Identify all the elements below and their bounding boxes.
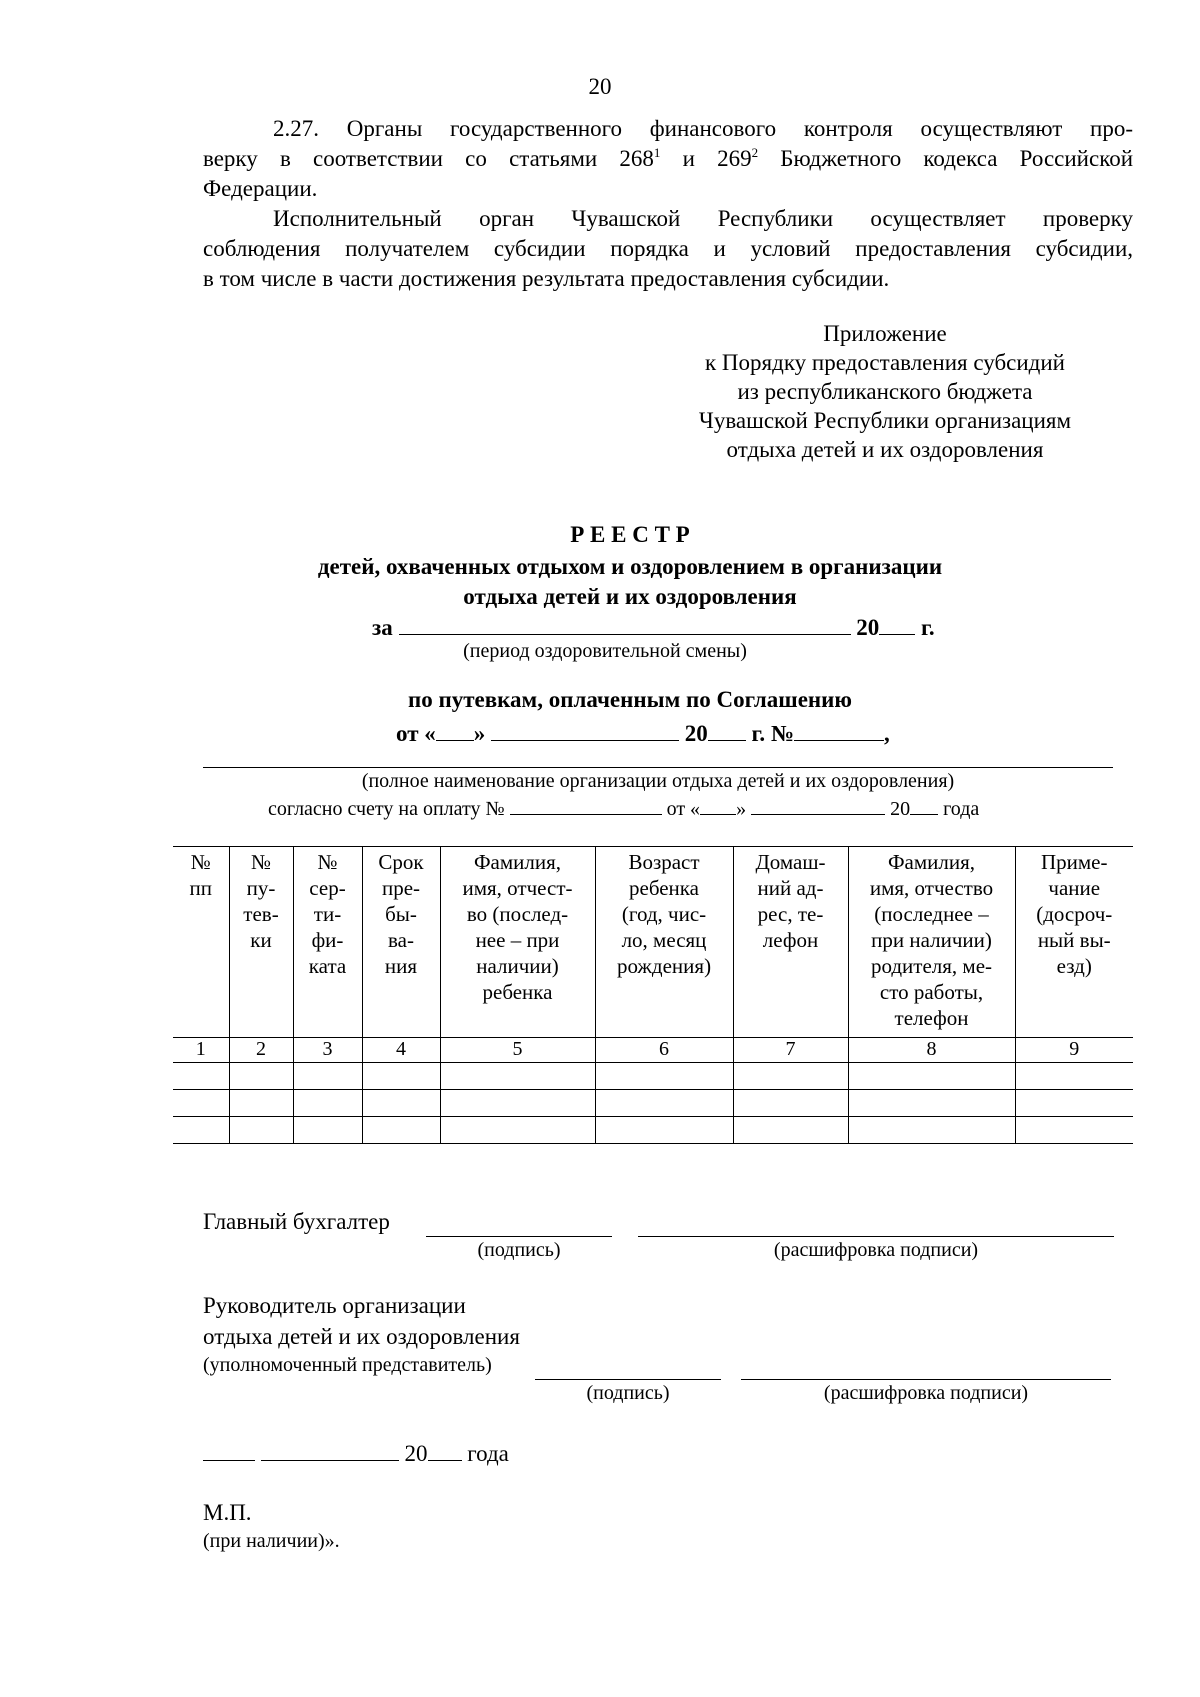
- superscript-1: 1: [653, 145, 661, 160]
- column-number-cell: 9: [1015, 1038, 1133, 1063]
- table-cell[interactable]: [595, 1063, 733, 1090]
- column-number-cell: 1: [173, 1038, 229, 1063]
- table-cell[interactable]: [733, 1090, 848, 1117]
- period-line: [372, 612, 935, 641]
- period-blank[interactable]: [399, 612, 851, 635]
- head-label-line3: (уполномоченный представитель): [203, 1354, 492, 1376]
- invoice-day-blank[interactable]: [700, 796, 736, 815]
- chief-accountant-label: Главный бухгалтер: [203, 1209, 390, 1234]
- organization-name-line[interactable]: [203, 767, 1113, 768]
- organization-caption: (полное наименование организации отдыха детей и их оздоровления): [361, 770, 955, 792]
- period-caption: (период оздоровительной смены): [463, 640, 747, 662]
- invoice-line: [268, 796, 979, 821]
- table-cell[interactable]: [733, 1117, 848, 1144]
- invoice-month-blank[interactable]: [751, 796, 885, 815]
- table-cell[interactable]: [173, 1063, 229, 1090]
- column-number-cell: 4: [362, 1038, 440, 1063]
- paragraph-2-27-line3: Федерации.: [203, 176, 318, 201]
- table-cell[interactable]: [293, 1063, 362, 1090]
- header-cell-child-age: Возраст ребенка (год, чис- ло, месяц рождения): [595, 847, 733, 1038]
- page-number: 20: [588, 74, 612, 99]
- head-signature-line[interactable]: [535, 1379, 721, 1380]
- column-number-cell: 7: [733, 1038, 848, 1063]
- register-subtitle-line2: отдыха детей и их оздоровления: [463, 584, 797, 609]
- date-suffix: года: [467, 1441, 509, 1466]
- invoice-number-blank[interactable]: [510, 796, 662, 815]
- column-number-cell: 2: [229, 1038, 293, 1063]
- header-cell-certificate: № сер- ти- фи- ката: [293, 847, 362, 1038]
- table-cell[interactable]: [229, 1090, 293, 1117]
- agreement-comma: ,: [883, 721, 890, 746]
- table-row: [173, 1090, 1133, 1117]
- period-prefix: за: [372, 615, 393, 640]
- table-cell[interactable]: [173, 1090, 229, 1117]
- table-cell[interactable]: [848, 1063, 1015, 1090]
- column-number-cell: 5: [440, 1038, 595, 1063]
- table-cell[interactable]: [733, 1063, 848, 1090]
- paragraph-2-27-line2: [203, 144, 1133, 174]
- table-cell[interactable]: [173, 1117, 229, 1144]
- header-cell-address: Домаш- ний ад- рес, те- лефон: [733, 847, 848, 1038]
- invoice-prefix: согласно счету на оплату №: [268, 798, 505, 820]
- head-decoding-caption: (расшифровка подписи): [823, 1382, 1029, 1404]
- appendix-line5: отдыха детей и их оздоровления: [726, 437, 1044, 462]
- paragraph-2-27: [203, 114, 1133, 204]
- table-cell[interactable]: [362, 1117, 440, 1144]
- agreement-month-blank[interactable]: [491, 718, 679, 741]
- agreement-g-no: г. №: [751, 721, 794, 746]
- invoice-from: от «: [666, 798, 701, 820]
- table-header-row: [173, 847, 1133, 1038]
- paragraph-2-27-line2-a: верку в соответствии со статьями 268: [203, 146, 654, 171]
- agreement-day-blank[interactable]: [436, 718, 474, 741]
- table-cell[interactable]: [1015, 1063, 1133, 1090]
- date-month-blank[interactable]: [261, 1438, 399, 1461]
- paragraph-2-27-line2-c: Бюджетного кодекса Российской: [758, 146, 1134, 171]
- date-year: 20: [404, 1441, 428, 1466]
- table-cell[interactable]: [595, 1117, 733, 1144]
- agreement-quote-close: »: [473, 721, 486, 746]
- table-cell[interactable]: [362, 1090, 440, 1117]
- paragraph-exec-line1: Исполнительный орган Чувашской Республики осуществляет проверку: [273, 206, 1133, 231]
- stamp-label: М.П.: [203, 1500, 252, 1525]
- appendix-line1: Приложение: [823, 321, 947, 346]
- table-cell[interactable]: [293, 1117, 362, 1144]
- table-cell[interactable]: [229, 1063, 293, 1090]
- appendix-line3: из республиканского бюджета: [737, 379, 1033, 404]
- table-row: [173, 1063, 1133, 1090]
- invoice-suffix: года: [943, 798, 980, 820]
- table-cell[interactable]: [229, 1117, 293, 1144]
- table-row: [173, 1117, 1133, 1144]
- invoice-year: 20: [890, 798, 911, 820]
- column-number-cell: 8: [848, 1038, 1015, 1063]
- table-cell[interactable]: [595, 1090, 733, 1117]
- column-number-cell: 3: [293, 1038, 362, 1063]
- register-subtitle-line1: детей, охваченных отдыхом и оздоровлением в организации: [317, 554, 943, 579]
- table-cell[interactable]: [1015, 1117, 1133, 1144]
- header-cell-voucher: № пу- тев- ки: [229, 847, 293, 1038]
- period-year-blank[interactable]: [879, 612, 915, 635]
- appendix-line2: к Порядку предоставления субсидий: [705, 350, 1065, 375]
- head-of-organization-label: [203, 1290, 520, 1352]
- register-subtitle: [150, 552, 1110, 612]
- table-numbers-row: [173, 1038, 1133, 1063]
- chief-accountant-decoding-caption: (расшифровка подписи): [773, 1239, 979, 1261]
- agreement-year: 20: [684, 721, 708, 746]
- table-cell[interactable]: [440, 1117, 595, 1144]
- invoice-quote-close: »: [736, 798, 747, 820]
- paragraph-executive-body: [203, 204, 1133, 294]
- agreement-number-blank[interactable]: [794, 718, 884, 741]
- table-cell[interactable]: [848, 1117, 1015, 1144]
- header-cell-stay-period: Срок пре- бы- ва- ния: [362, 847, 440, 1038]
- date-year-blank[interactable]: [428, 1438, 462, 1461]
- stamp-note: (при наличии)».: [203, 1530, 340, 1552]
- head-label-line2: отдыха детей и их оздоровления: [203, 1324, 520, 1349]
- date-line: [203, 1438, 509, 1467]
- table-cell[interactable]: [440, 1090, 595, 1117]
- table-cell[interactable]: [1015, 1090, 1133, 1117]
- head-decoding-line[interactable]: [741, 1379, 1111, 1380]
- header-cell-note: Приме- чание (досроч- ный вы- езд): [1015, 847, 1133, 1038]
- paragraph-2-27-line1: 2.27. Органы государственного финансового контроля осуществляют про-: [273, 116, 1133, 141]
- appendix-line4: Чувашской Республики организациям: [698, 408, 1072, 433]
- agreement-year-blank[interactable]: [708, 718, 746, 741]
- register-title: Р Е Е С Т Р: [570, 522, 690, 547]
- head-signature-caption: (подпись): [586, 1382, 670, 1404]
- voucher-line: по путевкам, оплаченным по Соглашению: [407, 687, 853, 712]
- table-cell[interactable]: [848, 1090, 1015, 1117]
- paragraph-exec-line2: соблюдения получателем субсидии порядка и условий предоставления субсидии,: [203, 236, 1133, 261]
- date-day-blank[interactable]: [203, 1438, 255, 1461]
- table-cell[interactable]: [293, 1090, 362, 1117]
- column-number-cell: 6: [595, 1038, 733, 1063]
- table-cell[interactable]: [440, 1063, 595, 1090]
- superscript-2: 2: [751, 145, 759, 160]
- table-cell[interactable]: [362, 1063, 440, 1090]
- register-table: [173, 846, 1133, 1144]
- agreement-from: от «: [396, 721, 436, 746]
- paragraph-2-27-line2-b: и 269: [660, 146, 752, 171]
- period-suffix: г.: [921, 615, 935, 640]
- head-label-line1: Руководитель организации: [203, 1293, 466, 1318]
- agreement-line: [396, 718, 890, 747]
- chief-accountant-decoding-line[interactable]: [638, 1236, 1114, 1237]
- appendix-block: [660, 319, 1110, 464]
- chief-accountant-signature-line[interactable]: [426, 1236, 612, 1237]
- header-cell-number: № пп: [173, 847, 229, 1038]
- paragraph-exec-line3: в том числе в части достижения результата предоставления субсидии.: [203, 266, 890, 291]
- header-cell-child-name: Фамилия, имя, отчест- во (послед- нее – при наличии) ребенка: [440, 847, 595, 1038]
- header-cell-parent: Фамилия, имя, отчество (последнее – при наличии) родителя, ме- сто работы, телефон: [848, 847, 1015, 1038]
- chief-accountant-signature-caption: (подпись): [477, 1239, 561, 1261]
- invoice-year-blank[interactable]: [910, 796, 938, 815]
- period-year: 20: [856, 615, 880, 640]
